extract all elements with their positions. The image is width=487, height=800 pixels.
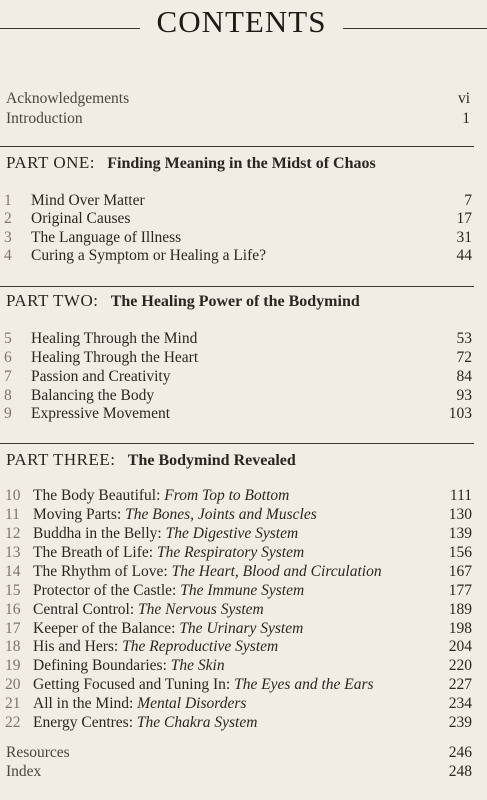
chapter-number: 15 [5,582,21,599]
entry-page: 139 [448,525,472,542]
part-three-heading [6,448,476,472]
entry-title: Index [6,763,42,780]
toc-entry-chapter-20[interactable] [0,675,487,695]
entry-title: Passion and Creativity [31,368,171,385]
entry-main-title: All in the Mind: [33,695,134,712]
entry-main-title: The Rhythm of Love: [33,563,168,580]
entry-main-title: Protector of the Castle: [33,582,177,599]
entry-page: 167 [448,563,472,580]
entry-main-title: Getting Focused and Tuning In: [33,676,231,693]
chapter-number: 19 [5,657,21,674]
entry-title [33,486,289,506]
toc-entry-chapter-16[interactable] [0,600,487,620]
toc-entry-acknowledgements[interactable] [0,89,487,109]
entry-page: 53 [456,330,472,347]
entry-subtitle: The Urinary System [179,620,304,637]
toc-entry-chapter-12[interactable] [0,524,487,544]
entry-main-title: Moving Parts: [33,506,122,523]
chapter-number: 7 [4,368,12,385]
part-label: PART ONE: [6,153,95,172]
entry-title: Curing a Symptom or Healing a Life? [31,247,267,264]
entry-title [33,694,246,714]
toc-entry-chapter-19[interactable] [0,656,487,676]
part-title: The Healing Power of the Bodymind [110,293,360,310]
entry-main-title: His and Hers: [33,638,119,655]
toc-entry-chapter-2[interactable] [0,209,487,229]
entry-page: 239 [448,714,472,731]
entry-page: 7 [464,192,472,209]
chapter-number: 8 [4,387,12,404]
entry-page: 246 [448,744,472,761]
chapter-number: 14 [5,563,21,580]
chapter-number: 13 [5,544,21,561]
entry-subtitle: The Respiratory System [156,544,305,561]
toc-entry-chapter-21[interactable] [0,694,487,714]
part-label: PART THREE: [6,450,116,469]
toc-entry-chapter-9[interactable] [0,404,487,424]
entry-title: Balancing the Body [31,387,155,404]
entry-title [33,675,374,695]
entry-title [33,713,257,733]
entry-page: 93 [456,387,472,404]
entry-main-title: Buddha in the Belly: [33,525,162,542]
entry-page: vi [457,90,470,107]
entry-page: 103 [448,405,472,422]
chapter-number: 21 [5,695,21,712]
entry-subtitle: From Top to Bottom [164,487,290,504]
entry-title [33,524,298,544]
toc-entry-chapter-17[interactable] [0,619,487,639]
entry-title: Expressive Movement [31,405,171,422]
entry-subtitle: The Heart, Blood and Circulation [171,563,382,580]
title-rule-left [0,28,140,29]
toc-entry-introduction[interactable] [0,109,487,129]
chapter-number: 4 [4,247,12,264]
entry-page: 156 [448,544,472,561]
entry-main-title: The Breath of Life: [33,544,154,561]
part-two-rule [0,286,474,287]
part-three-rule [0,443,474,444]
toc-entry-chapter-22[interactable] [0,713,487,733]
toc-entry-chapter-7[interactable] [0,367,487,387]
chapter-number: 18 [5,638,21,655]
entry-main-title: Central Control: [33,601,135,618]
entry-title: Acknowledgements [6,90,130,107]
part-two-heading [6,289,476,313]
chapter-number: 1 [4,192,12,209]
chapter-number: 17 [5,620,21,637]
toc-entry-chapter-1[interactable] [0,191,487,211]
entry-page: 234 [448,695,472,712]
toc-entry-chapter-5[interactable] [0,329,487,349]
chapter-number: 11 [5,506,20,523]
toc-entry-resources[interactable] [0,743,487,763]
toc-entry-chapter-11[interactable] [0,505,487,525]
entry-subtitle: The Reproductive System [122,638,279,655]
toc-entry-chapter-15[interactable] [0,581,487,601]
entry-page: 17 [456,210,472,227]
entry-subtitle: The Digestive System [165,525,299,542]
entry-subtitle: The Skin [170,657,225,674]
chapter-number: 16 [5,601,21,618]
entry-title [33,656,225,676]
toc-entry-chapter-14[interactable] [0,562,487,582]
chapter-number: 3 [4,229,12,246]
chapter-number: 9 [4,405,12,422]
toc-entry-chapter-8[interactable] [0,386,487,406]
part-one-heading [6,151,476,175]
entry-page: 220 [448,657,472,674]
entry-page: 177 [448,582,472,599]
entry-page: 248 [448,763,472,780]
entry-title: Healing Through the Heart [31,349,199,366]
entry-title: Original Causes [31,210,131,227]
entry-title: The Language of Illness [31,229,182,246]
chapter-number: 5 [4,330,12,347]
entry-main-title: Energy Centres: [33,714,134,731]
chapter-number: 12 [5,525,21,542]
entry-page: 31 [456,229,472,246]
chapter-number: 6 [4,349,12,366]
chapter-number: 10 [5,487,21,504]
contents-header [0,4,487,44]
entry-page: 111 [449,487,472,504]
entry-page: 198 [448,620,472,637]
entry-page: 44 [456,247,472,264]
toc-entry-index[interactable] [0,762,487,782]
entry-main-title: The Body Beautiful: [33,487,161,504]
entry-subtitle: The Nervous System [138,601,264,618]
part-label: PART TWO: [6,291,99,310]
entry-title [33,581,304,601]
part-title: The Bodymind Revealed [127,452,296,469]
entry-subtitle: The Immune System [180,582,305,599]
entry-page: 204 [448,638,472,655]
entry-page: 227 [448,676,472,693]
entry-main-title: Defining Boundaries: [33,657,167,674]
entry-title [33,637,278,657]
entry-title [33,562,382,582]
entry-page: 1 [462,110,470,127]
entry-subtitle: Mental Disorders [137,695,247,712]
entry-title: Mind Over Matter [31,192,145,209]
toc-entry-chapter-4[interactable] [0,246,487,266]
entry-subtitle: The Bones, Joints and Muscles [125,506,317,523]
page-title: CONTENTS [156,4,327,39]
part-one-rule [0,146,474,147]
part-title: Finding Meaning in the Midst of Chaos [107,155,376,172]
entry-page: 72 [456,349,472,366]
title-rule-right [343,28,487,29]
chapter-number: 2 [4,210,12,227]
entry-title [33,543,304,563]
entry-title: Introduction [6,110,83,127]
chapter-number: 22 [5,714,21,731]
toc-entry-chapter-18[interactable] [0,637,487,657]
entry-subtitle: The Chakra System [136,714,258,731]
toc-entry-chapter-13[interactable] [0,543,487,563]
entry-main-title: Keeper of the Balance: [33,620,176,637]
toc-entry-chapter-10[interactable] [0,486,487,506]
entry-title: Healing Through the Mind [31,330,198,347]
entry-page: 130 [448,506,472,523]
entry-subtitle: The Eyes and the Ears [234,676,374,693]
entry-title [33,505,317,525]
toc-entry-chapter-3[interactable] [0,228,487,248]
entry-title [33,600,264,620]
toc-entry-chapter-6[interactable] [0,348,487,368]
entry-page: 189 [448,601,472,618]
entry-title [33,619,303,639]
entry-title: Resources [6,744,70,761]
chapter-number: 20 [5,676,21,693]
entry-page: 84 [456,368,472,385]
